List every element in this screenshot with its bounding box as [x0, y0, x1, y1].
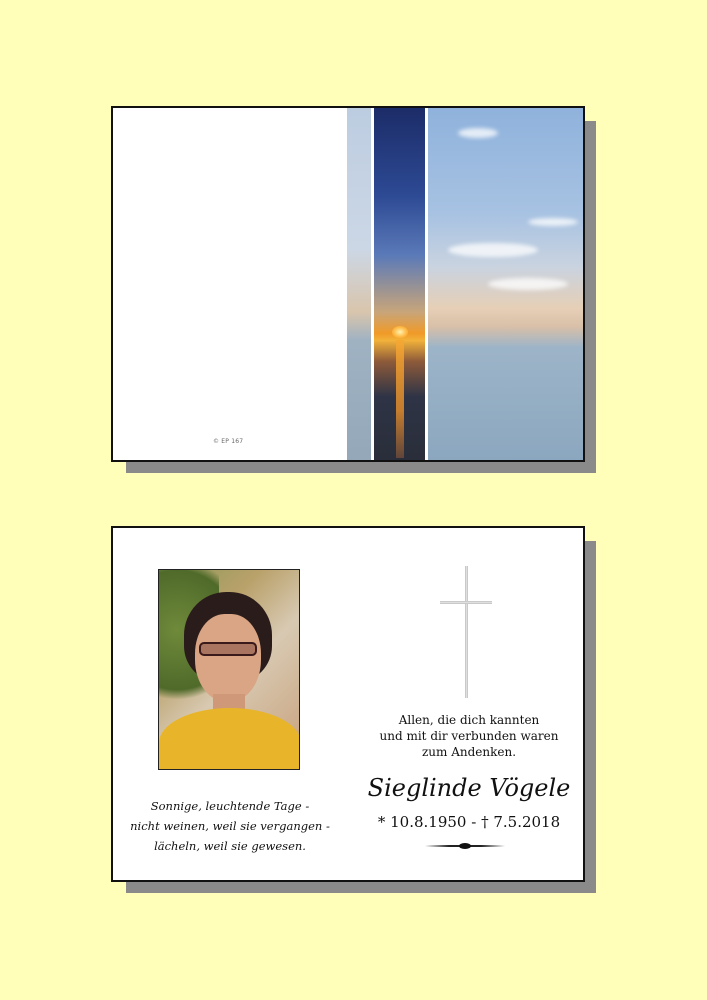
- photo-face: [195, 614, 261, 702]
- left-verse-line: nicht weinen, weil sie vergangen -: [130, 819, 330, 833]
- left-verse-line: lächeln, weil sie gewesen.: [154, 839, 306, 853]
- cloud: [528, 218, 578, 226]
- cloud: [458, 128, 498, 138]
- memorial-card: [111, 526, 585, 882]
- photo-glasses: [199, 642, 257, 656]
- left-verse-line: Sonnige, leuchtende Tage -: [150, 799, 310, 813]
- cloud: [448, 243, 538, 257]
- right-verse-line: Allen, die dich kannten: [398, 713, 540, 727]
- sunset-strip-left: [347, 108, 371, 460]
- life-dates: * 10.8.1950 - † 7.5.2018: [377, 813, 561, 831]
- right-verse-line: und mit dir verbunden waren: [379, 729, 559, 743]
- portrait-photo: [158, 569, 300, 770]
- cross-icon-bar: [440, 601, 492, 604]
- right-verse-line: zum Andenken.: [421, 745, 517, 759]
- right-verse: [357, 712, 581, 760]
- left-verse: [113, 796, 347, 856]
- copyright-note: © EP 167: [213, 438, 244, 445]
- cloud: [488, 278, 568, 290]
- sun-reflection: [396, 340, 404, 458]
- cross-icon: [465, 566, 468, 698]
- sun: [392, 326, 408, 338]
- sunset-strip-right: [428, 108, 585, 460]
- ornament-divider: [425, 845, 505, 847]
- deceased-name: Sieglinde Vögele: [367, 774, 571, 802]
- photo-shirt: [159, 708, 300, 770]
- cover-card: [111, 106, 585, 462]
